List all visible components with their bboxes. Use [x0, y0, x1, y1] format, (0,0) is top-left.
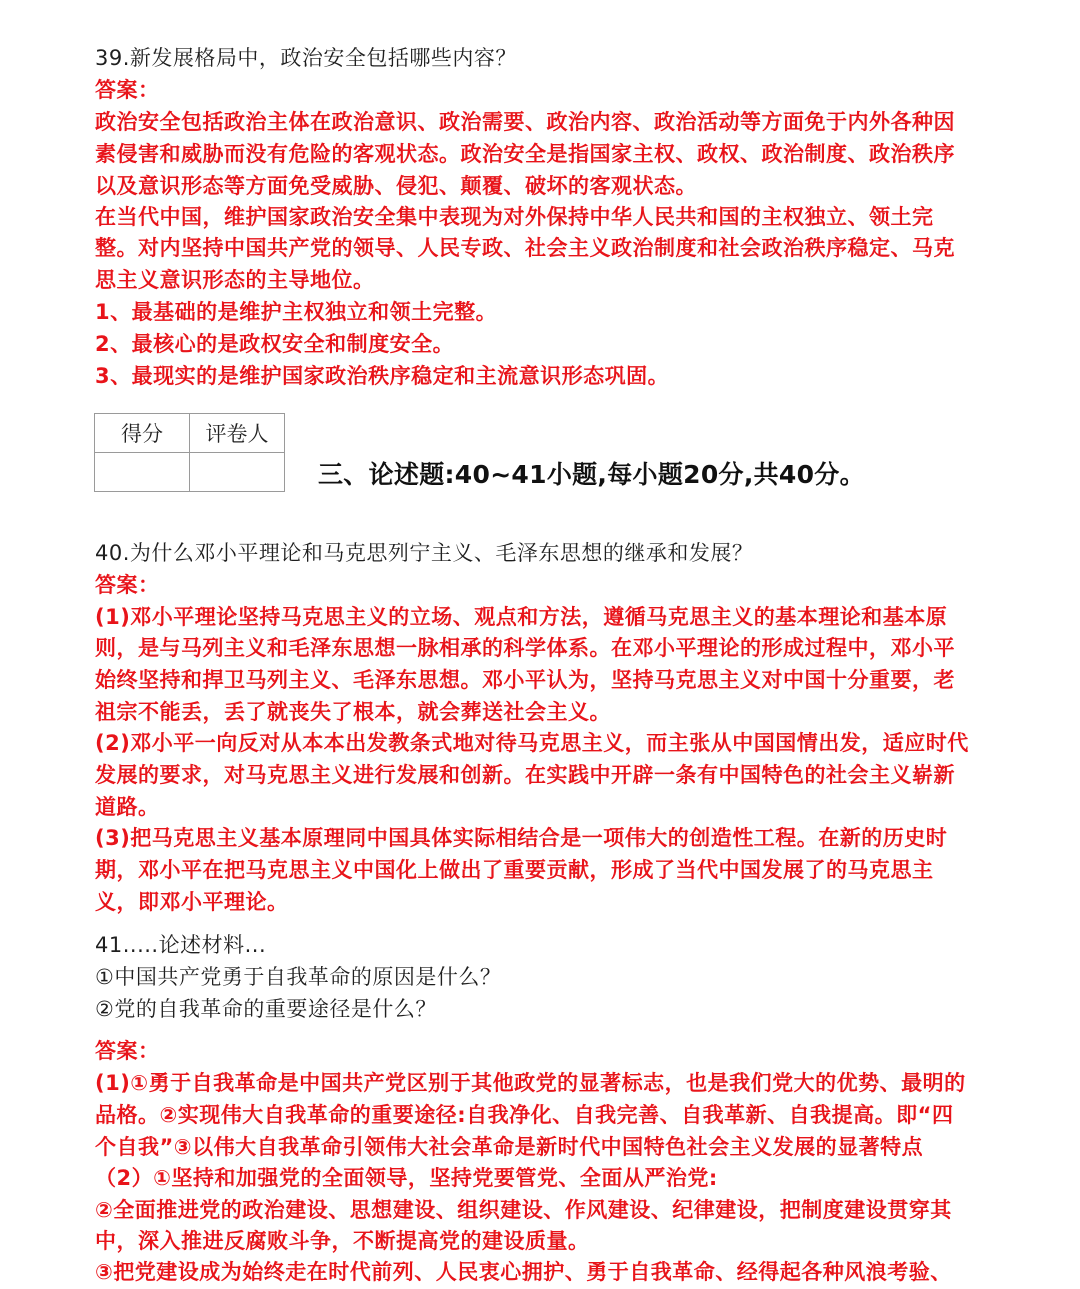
q39-answer-line: 整。对内坚持中国共产党的领导、人民专政、社会主义政治制度和社会政治秩序稳定、马克: [95, 236, 955, 260]
q39-answer-line: 思主义意识形态的主导地位。: [95, 268, 375, 292]
q39-answer-line: 2、最核心的是政权安全和制度安全。: [95, 332, 455, 356]
q39-answer-label: 答案：: [95, 78, 160, 102]
q40-answer-line: 道路。: [95, 795, 160, 819]
q41-sub-question: ①中国共产党勇于自我革命的原因是什么？: [95, 965, 502, 989]
grader-header: 评卷人: [190, 414, 285, 453]
q40-answer-line: (3)把马克思主义基本原理同中国具体实际相结合是一项伟大的创造性工程。在新的历史时: [95, 826, 948, 850]
score-header: 得分: [95, 414, 190, 453]
q39-answer-line: 素侵害和威胁而没有危险的客观状态。政治安全是指国家主权、政权、政治制度、政治秩序: [95, 142, 955, 166]
q40-answer-line: 祖宗不能丢，丢了就丧失了根本，就会葬送社会主义。: [95, 700, 611, 724]
q40-answer-line: 始终坚持和捍卫马列主义、毛泽东思想。邓小平认为，坚持马克思主义对中国十分重要，老: [95, 668, 955, 692]
q39-answer-line: 政治安全包括政治主体在政治意识、政治需要、政治内容、政治活动等方面免于内外各种因: [95, 110, 955, 134]
q41-answer-line: 个自我”③以伟大自我革命引领伟大社会革命是新时代中国特色社会主义发展的显著特点: [95, 1135, 924, 1159]
q40-answer-line: 发展的要求，对马克思主义进行发展和创新。在实践中开辟一条有中国特色的社会主义崭新: [95, 763, 955, 787]
score-cell[interactable]: [95, 453, 190, 492]
q39-answer-line: 在当代中国，维护国家政治安全集中表现为对外保持中华人民共和国的主权独立、领土完: [95, 205, 934, 229]
q40-answer-line: (2)邓小平一向反对从本本出发教条式地对待马克思主义，而主张从中国国情出发，适应时代: [95, 731, 969, 755]
q40-answer-line: 义，即邓小平理论。: [95, 890, 289, 914]
q41-answer-label: 答案：: [95, 1039, 160, 1063]
q41-answer-line: ②全面推进党的政治建设、思想建设、组织建设、作风建设、纪律建设，把制度建设贯穿其: [95, 1198, 952, 1222]
grader-cell[interactable]: [190, 453, 285, 492]
q41-answer-line: 中，深入推进反腐败斗争，不断提高党的建设质量。: [95, 1229, 590, 1253]
q40-answer-line: (1)邓小平理论坚持马克思主义的立场、观点和方法，遵循马克思主义的基本理论和基本原: [95, 605, 948, 629]
q40-answer-line: 则，是与马列主义和毛泽东思想一脉相承的科学体系。在邓小平理论的形成过程中，邓小平: [95, 636, 955, 660]
q41-question: 41.....论述材料...: [95, 933, 267, 957]
section-title: 三、论述题:40~41小题,每小题20分,共40分。: [318, 460, 865, 489]
q40-question: 40.为什么邓小平理论和马克思列宁主义、毛泽东思想的继承和发展？: [95, 541, 754, 565]
q39-answer-line: 以及意识形态等方面免受威胁、侵犯、颠覆、破坏的客观状态。: [95, 174, 697, 198]
q39-answer-line: 1、最基础的是维护主权独立和领土完整。: [95, 300, 498, 324]
q41-answer-line: (1)①勇于自我革命是中国共产党区别于其他政党的显著标志，也是我们党大的优势、最明的: [95, 1071, 966, 1095]
q41-answer-line: ③把党建设成为始终走在时代前列、人民衷心拥护、勇于自我革命、经得起各种风浪考验、: [95, 1260, 952, 1284]
q41-answer-line: （2）①坚持和加强党的全面领导，坚持党要管党、全面从严治党:: [95, 1166, 718, 1190]
q40-answer-label: 答案：: [95, 573, 160, 597]
q41-sub-question: ②党的自我革命的重要途径是什么？: [95, 997, 437, 1021]
score-table: [94, 413, 285, 492]
q41-answer-line: 品格。②实现伟大自我革命的重要途径:自我净化、自我完善、自我革新、自我提高。即“四: [95, 1103, 954, 1127]
q39-question: 39.新发展格局中，政治安全包括哪些内容？: [95, 46, 517, 70]
q40-answer-line: 期，邓小平在把马克思主义中国化上做出了重要贡献，形成了当代中国发展了的马克思主: [95, 858, 934, 882]
q39-answer-line: 3、最现实的是维护国家政治秩序稳定和主流意识形态巩固。: [95, 364, 670, 388]
